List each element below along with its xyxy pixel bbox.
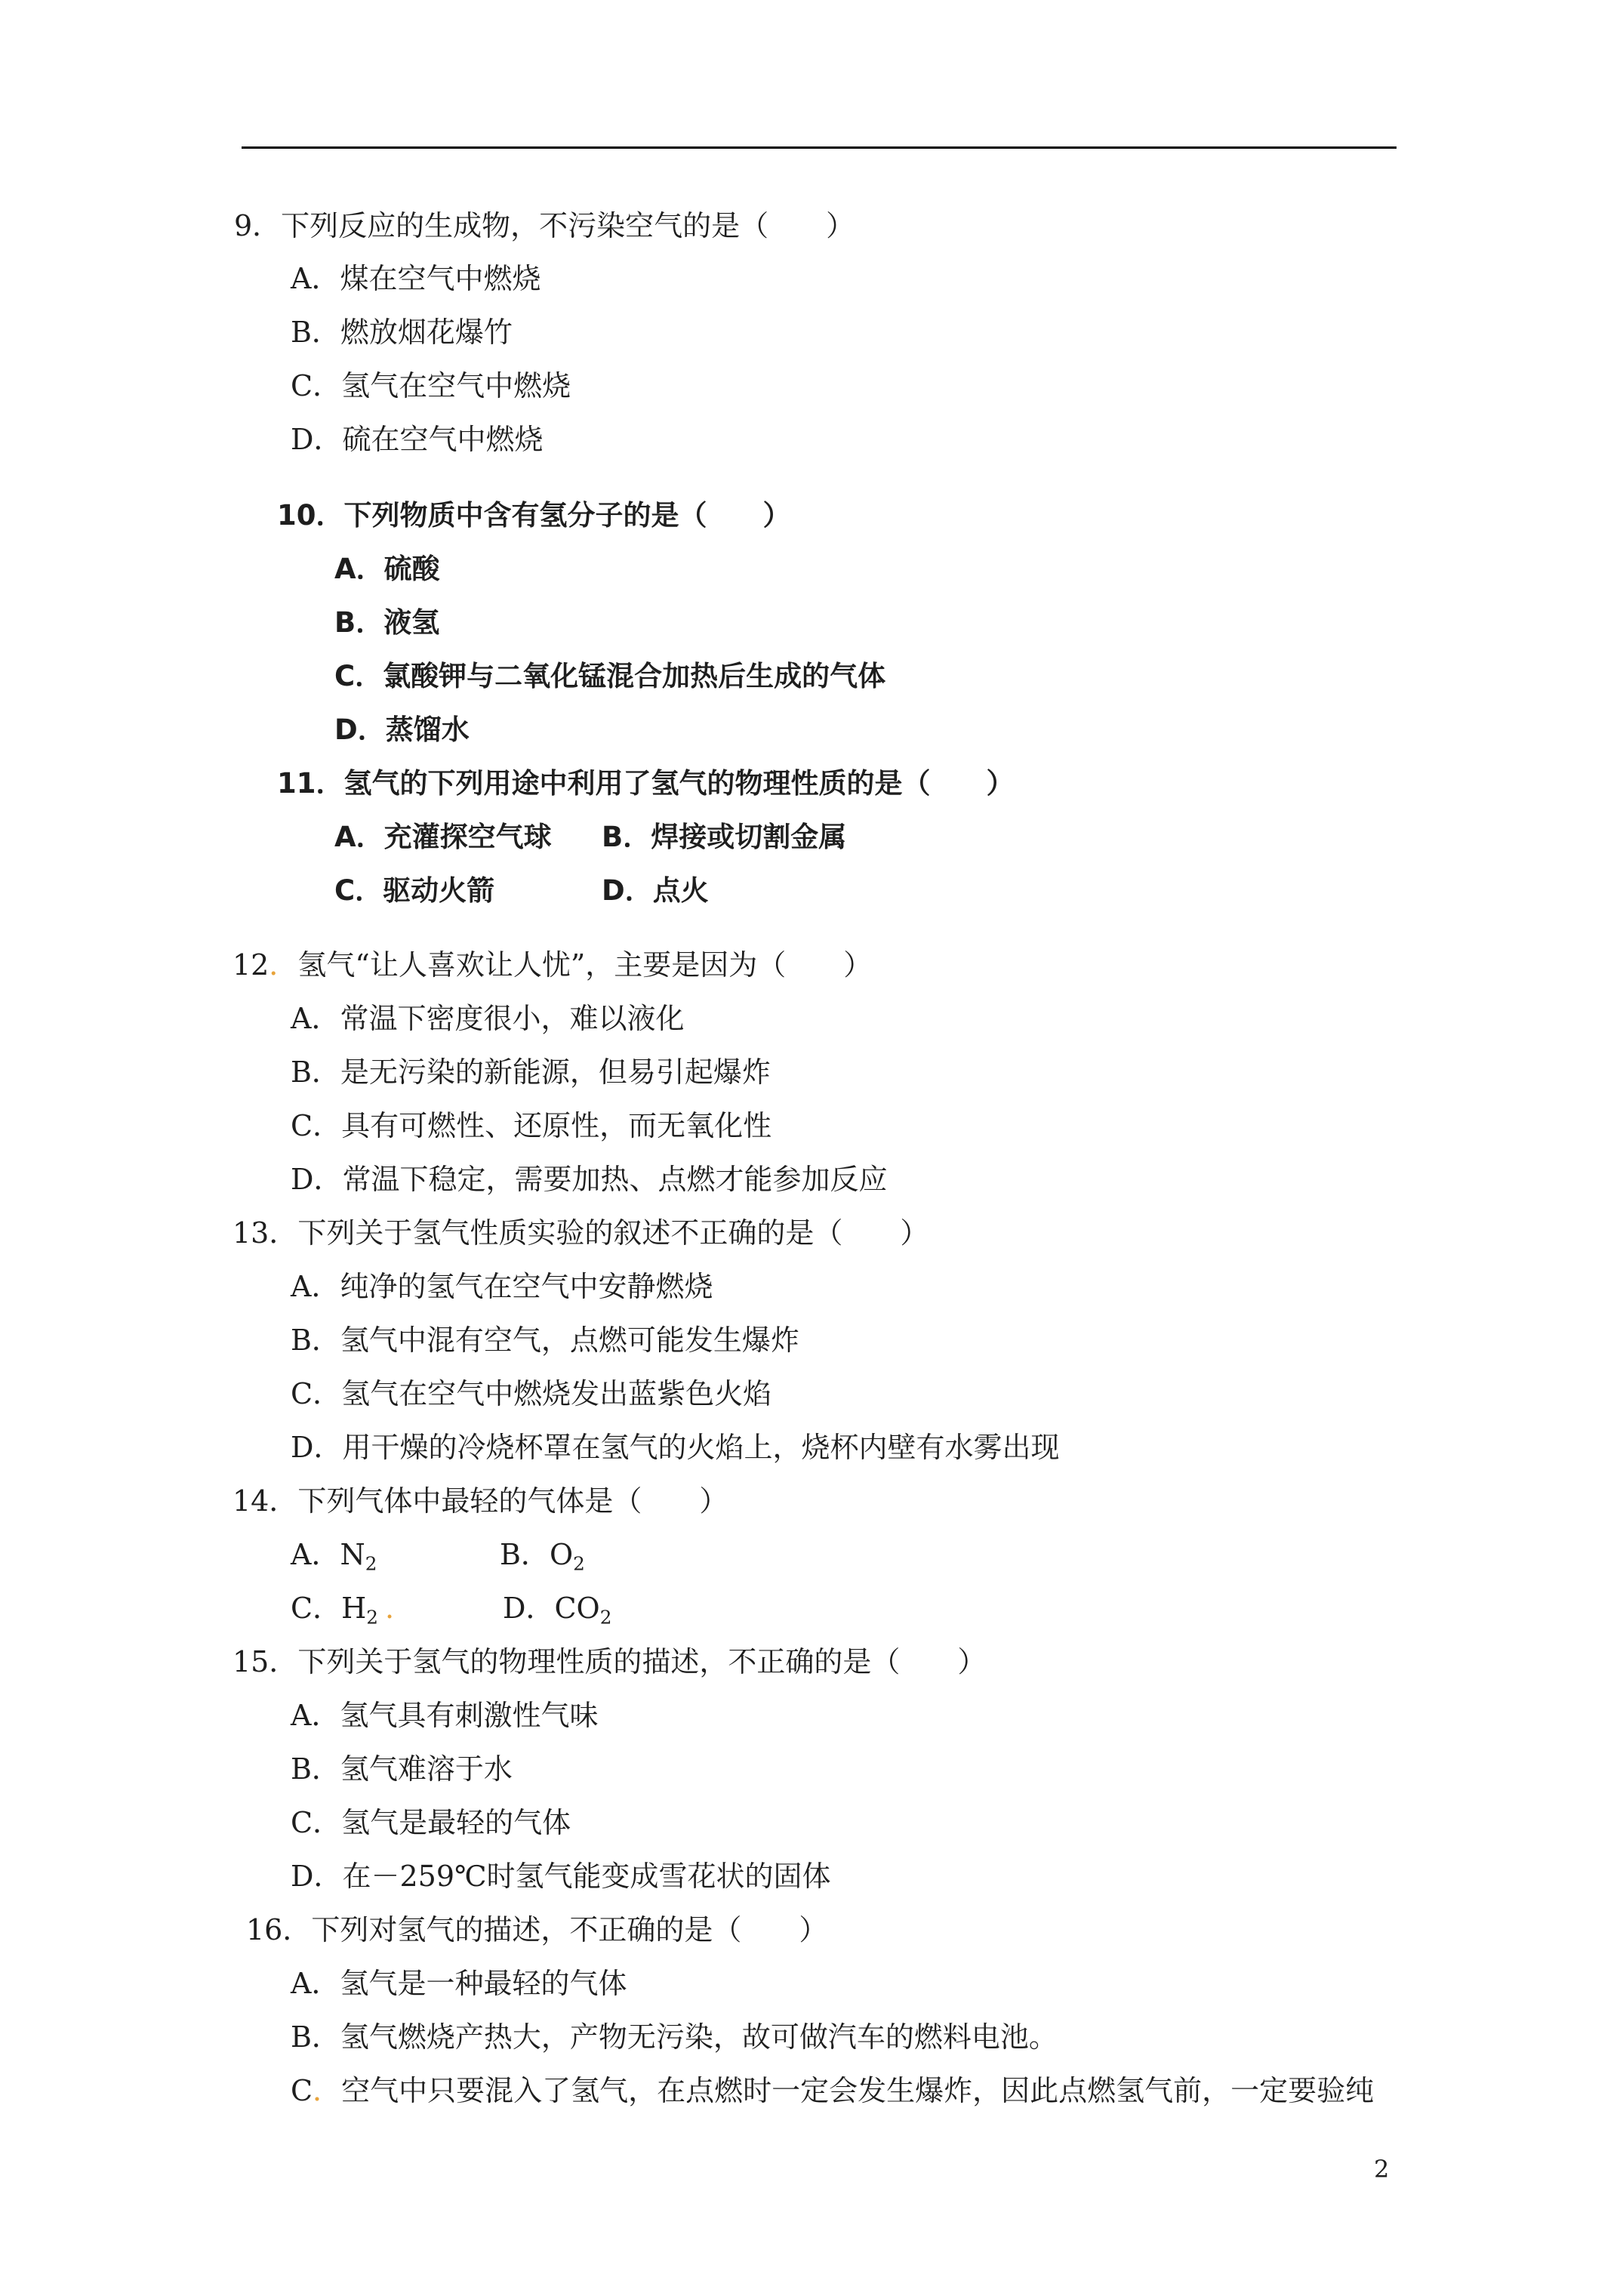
q14-option-b-formula: O [549,1538,574,1571]
q9-option-c: C．氢气在空气中燃烧 [291,369,571,402]
q14-option-c-subscript: 2 [366,1606,378,1629]
q12-stem [233,948,873,982]
q12-stem-text: “让人喜欢让人忧”，主要是因为（ ） [355,948,873,982]
q10-option-b: B．液氢 [334,606,440,639]
header-rule [242,146,1397,149]
q10-option-c: C．氯酸钾与二氧化锰混合加热后生成的气体 [334,660,886,692]
q12-number: 12 [233,948,269,982]
q14-option-c-formula: H [341,1592,367,1625]
q14-option-d-formula: CO [554,1592,600,1625]
q12-separator: ． [269,948,298,982]
q16-option-b: B．氢气燃烧产热大，产物无污染，故可做汽车的燃料电池。 [291,2020,1058,2054]
q14-option-a-formula: N [340,1538,365,1571]
q14-option-c-label: C． [291,1592,342,1625]
q11-stem: 11．氢气的下列用途中利用了氢气的物理性质的是（ ） [277,767,1015,800]
q12-stem-subject: 氢气 [297,948,356,982]
q9-option-d: D．硫在空气中燃烧 [291,423,544,456]
q16-option-c-label: C [291,2074,313,2107]
q14-option-d [503,1594,611,1627]
q16-stem: 16．下列对氢气的描述，不正确的是（ ） [246,1913,828,1946]
q15-option-b: B．氢气难溶于水 [291,1752,513,1786]
q14-option-c-mark: . [385,1592,395,1625]
q12-option-d-part2: 需要加热、点燃才能参加反应 [514,1163,888,1196]
q12-option-d-part1: D．常温下稳定， [291,1163,515,1196]
q11-option-c: C．驱动火箭 [334,874,495,907]
q10-stem: 10．下列物质中含有氢分子的是（ ） [277,499,791,532]
q14-option-a [291,1540,377,1573]
q13-option-d: D．用干燥的冷烧杯罩在氢气的火焰上，烧杯内壁有水雾出现 [291,1431,1060,1464]
q11-option-d: D．点火 [602,874,709,907]
q14-option-b-subscript: 2 [573,1552,585,1575]
q16-option-c [291,2076,1374,2105]
q14-option-a-label: A． [291,1538,340,1571]
q16-option-c-text: 空气中只要混入了氢气，在点燃时一定会发生爆炸，因此点燃氢气前，一定要验纯 [341,2074,1375,2107]
q14-option-b-label: B． [500,1538,550,1571]
q15-option-a: A．氢气具有刺激性气味 [291,1699,599,1732]
q10-option-d: D．蒸馏水 [334,713,470,746]
q16-option-c-separator: ． [313,2074,342,2107]
q9-option-a: A．煤在空气中燃烧 [291,262,541,295]
q14-option-d-label: D． [503,1592,555,1625]
q16-option-a: A．氢气是一种最轻的气体 [291,1967,627,2000]
q12-option-d [291,1165,887,1194]
q15-option-d: D．在－259℃时氢气能变成雪花状的固体 [291,1860,831,1893]
page-number: 2 [1374,2155,1390,2184]
q14-option-b [500,1540,585,1573]
q15-option-c: C．氢气是最轻的气体 [291,1806,571,1839]
q12-option-a: A．常温下密度很小，难以液化 [291,1002,685,1035]
q10-option-a: A．硫酸 [334,553,440,585]
q9-option-b: B．燃放烟花爆竹 [291,316,513,349]
q13-option-a: A．纯净的氢气在空气中安静燃烧 [291,1270,713,1303]
q9-stem: 9．下列反应的生成物，不污染空气的是（ ） [234,209,855,242]
q14-stem: 14．下列气体中最轻的气体是（ ） [233,1484,728,1518]
q14-option-c [291,1594,378,1627]
q13-option-b: B．氢气中混有空气，点燃可能发生爆炸 [291,1324,799,1357]
q11-option-b: B．焊接或切割金属 [602,821,847,853]
q15-stem: 15．下列关于氢气的物理性质的描述，不正确的是（ ） [233,1645,987,1678]
q14-option-a-subscript: 2 [365,1552,377,1575]
q11-option-a: A．充灌探空气球 [334,821,552,853]
q12-option-c: C．具有可燃性、还原性，而无氧化性 [291,1109,772,1142]
q13-stem: 13．下列关于氢气性质实验的叙述不正确的是（ ） [233,1216,929,1250]
q14-option-d-subscript: 2 [599,1606,612,1629]
q12-option-b: B．是无污染的新能源，但易引起爆炸 [291,1056,771,1089]
q13-option-c: C．氢气在空气中燃烧发出蓝紫色火焰 [291,1377,772,1410]
